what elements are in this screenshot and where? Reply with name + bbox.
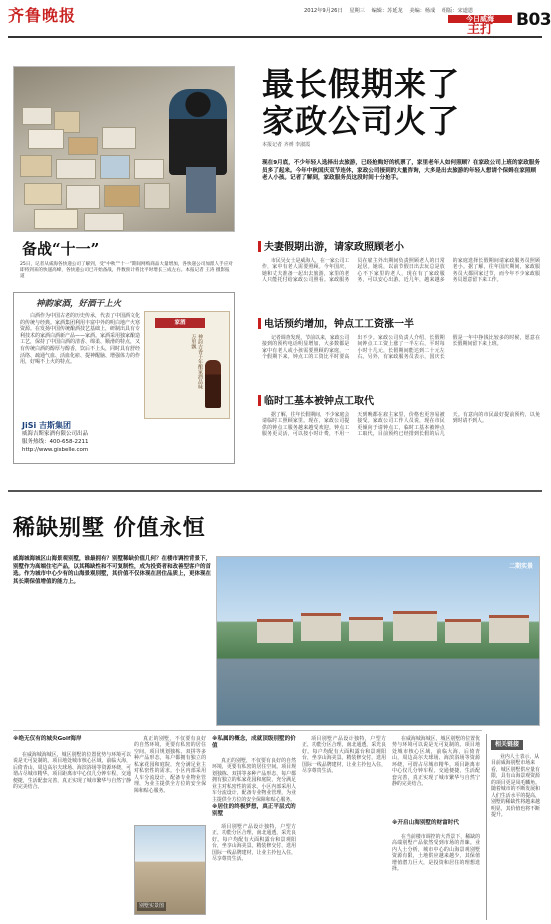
subhead-marker <box>258 318 261 329</box>
bottle-icon <box>205 360 221 408</box>
parcel-photo <box>13 66 235 232</box>
villa-photo <box>216 556 540 726</box>
masthead <box>8 2 551 37</box>
section-3-text: 据了解，往年长假期间，不少家庭会请临时工照顾家里。现在，家政公司提供的钟点工服务越来越受欢迎。钟点工服务更灵活，可以按小时计费，不用一天到晚都在雇主家里，价格也更容易被接受。家政公司工作人员说，现在市民更倾向于请钟点工，临时工基本被钟点工取代，目前预约已经排到长假的后几天。有意向的市民最好提前预约，以免到时请不到人。 <box>262 412 540 438</box>
design-credit: 美编：杨成 <box>409 8 436 14</box>
villa-text-d: 在当前楼市调控的大背景下，稀缺的高端别墅产品依然受到市场的青睐。业内人士分析，城市中心的山海景观别墅资源有限，土地供应越来越少，其保值增值潜力巨大，是投资和居住的理想选择。 <box>392 834 480 873</box>
headline-line-2: 家政公司火了 <box>262 101 461 140</box>
villa-rule <box>13 730 482 731</box>
villa-small-photo <box>134 825 206 915</box>
subhead-3: 临时工基本被钟点工取代 <box>264 396 374 407</box>
byline: 本报记者 齐赟 李淑霞 <box>262 142 311 148</box>
subhead-1: 夫妻假期出游，请家政照顾老小 <box>264 242 404 253</box>
dateline <box>304 8 478 15</box>
villa-text-b-cont: 真正的别墅，不仅要有良好的自然环境，更要有私密的居住空间。项目规划独栋、双拼等多种产品形态，每户都拥有独立的私家花园和庭院，充分满足业主对私密性的需求。小区内部采用人车分流设计，配备专业物业管理，为业主提供全方位的安全保障和贴心服务。 <box>134 736 206 794</box>
villa-photo-label: 二期实景 <box>508 563 533 570</box>
ad-company: 威海吉斯家酒有限公司出品 <box>22 431 89 437</box>
villa-subhead-a: ※绝无仅有的城央Golf海岸 <box>13 736 82 742</box>
subhead-2: 电话预约增加，钟点工工资涨一半 <box>264 319 414 330</box>
sidebar-title: 相关链接 <box>491 740 523 750</box>
issue-weekday: 星期三 <box>349 8 365 14</box>
small-photo-caption: 别墅实景图 <box>139 903 165 910</box>
villa-text-c: 项目别墅产品设计独特，户型方正，功能分区合理，南北通透，采光良好。每户均配有大面积露台和景观阳台，坐享山海美景。精装修交付，选用国际一线品牌建材，让业主拎包入住，尽享尊贵生活。 <box>212 824 296 863</box>
section-name: 今日威海 <box>448 15 512 23</box>
villa-lead: 威海城海城区山海景观别墅，谁最拥有？别墅稀缺价值几何？在楼市调控背景下，别墅作为高端住宅产品，以其稀缺性和不可复制性，成为投资者和改善型客户的首选。作为城市中心少有的山海景观别墅，其价值不仅体现在居住品质上，更体现在其长期保值增值的能力上。 <box>13 556 212 585</box>
villa-text-cont: 在威海城海城区，城区别墅的位置优势与环境可以说是无可复制的。项目地处城市核心区域，前临大海，后倚青山，周边高尔夫球场、海滨浴场等资源环绕，可谓占尽城市精华。项目距离市中心仅几分钟车程，交通便捷，生活配套完善，真正实现了城市繁华与自然宁静的完美结合。 <box>392 736 480 788</box>
ad-product-image <box>144 311 230 419</box>
liquor-advertisement <box>13 292 235 464</box>
main-headline <box>262 66 460 140</box>
villa-text-b: 真正的别墅，不仅要有良好的自然环境，更要有私密的居住空间。项目规划独栋、双拼等多种产品形态，每户都拥有独立的私家花园和庭院，充分满足业主对私密性的需求。小区内部采用人车分流设计，配备专业物业管理，为业主提供全方位的安全保障和贴心服务。 <box>212 758 296 803</box>
section-tag <box>448 15 512 35</box>
villa-text-a: 在威海城海城区，城区别墅的位置优势与环境可以说是无可复制的。项目地处城市核心区域，前临大海，后倚青山，周边高尔夫球场、海滨浴场等资源环绕，可谓占尽城市精华。项目距离市中心仅几分钟车程，交通便捷，生活配套完善，真正实现了城市繁华与自然宁静的完美结合。 <box>13 752 131 791</box>
page-number: B03 <box>516 10 551 30</box>
headline-line-1: 最长假期来了 <box>262 65 461 103</box>
section-divider <box>8 490 542 492</box>
section-subname: 主打 <box>466 22 493 37</box>
ad-seal: 家酒 <box>155 318 205 328</box>
masthead-rule <box>8 36 542 38</box>
issue-date: 2012年9月26日 <box>304 8 343 14</box>
subhead-marker <box>258 241 261 252</box>
photo-caption-text: 25日，记者从威海各快递公司了解到，受“中秋”“十一”期间网购商品大量增加，各快递公司加派人手应对即将到来的快递高峰，各快递公司已开始备战，件数预计将比平时增长三成左右。本报记者 王涛 摄影报道 <box>20 262 233 280</box>
ad-contact <box>22 431 88 455</box>
newspaper-logo: 齐鲁晚报 <box>8 6 77 25</box>
villa-subhead-c: ※居住的终极梦想，真正平层式的别墅 <box>212 804 296 818</box>
photo-caption-title: 备战“十一” <box>22 240 100 258</box>
villa-text-c-cont: 项目别墅产品设计独特，户型方正，功能分区合理，南北通透，采光良好。每户均配有大面积露台和景观阳台，坐享山海美景。精装修交付，选用国际一线品牌建材，让业主拎包入住，尽享尊贵生活。 <box>302 736 386 775</box>
ad-phone: 服务热线：400-658-2211 <box>22 438 89 445</box>
ad-website[interactable]: http://www.gisbelle.com <box>22 446 89 453</box>
section-1-text: 市民吴女士是威海人，在一家公司工作，家中有老人需要照顾。今年国庆，她和丈夫准备一起出去旅游，家里的老人只能托付给家政公司照看。家政服务员在雇主外出期间负责照顾老人的日常起居。她说，以前节假日出去玩总是放心不下家里的老人，现在有了家政服务，可以安心出游。近几年，越来越多的家庭选择长假期间请家政服务员照顾老小。据了解，往年国庆期间，家政服务员大都回家过节，而今年不少家政服务员愿意留下来工作。 <box>262 258 540 284</box>
ad-verse: 神韵古香千年酿家酒品味万里飘 <box>190 334 203 389</box>
ad-brand: JiSi 吉斯集团 <box>22 421 72 430</box>
ad-title: 神韵家酒，好酒干上火 <box>36 299 122 309</box>
subhead-marker <box>258 395 261 406</box>
villa-subhead-d: ※开启山海别墅的财富时代 <box>392 820 459 826</box>
villa-headline: 稀缺别墅 价值永恒 <box>13 516 206 541</box>
proof-credit: 组版：宋道恩 <box>441 8 474 14</box>
related-links-sidebar <box>486 734 542 920</box>
villa-subhead-b: ※私属的概念，成就顶级别墅的价值 <box>212 736 296 750</box>
editor-credit: 编辑：苏延龙 <box>371 8 403 14</box>
lead-paragraph: 现在9月底，不少年轻人选择出去旅游，已经抢购好的机票了，家里老年人如何照顾？在家政公司上班的家政服务员多了起来。今年中秋国庆双节连休，家政公司接到的大量咨询，大多是出去旅游的年轻人想请个保姆在家照顾老人小孩。记者了解到，家政服务员这段时间十分抢手。 <box>262 160 540 182</box>
ad-body: 白酒作为中国古老的历史传承，代表了中国酒文化的传统与经典。家酒集团利用丰富中外的明白地产火寒资源。在发扬中国传统酿酒技艺基础上，研制出具有专利技术的家酒白酒新产品——家酒。家酒采用独家酿造工艺，保持了中国白酒的清香、绵柔、顺滑的特点，又有传统白酒的醇厚与醇香，饮后不上头，同时具有舒经活络、疏通气血、活血化瘀、提神醒脑、增强体力的作用，好喝不上火的特点。 <box>20 313 141 366</box>
section-2-text: 记者调查发现，节前以来，家政公司接到的预约电话明显增加，大多数都是家中有老人或小孩需要照顾的家庭，一个假期下来，钟点工的工资比平时要高出不少。家政公司负责人介绍，长假期间钟点工工资上涨了一半左右，平时每小时十几元，长假期间能达到二十元左右。另外，有家政服务员表示，国庆长假是一年中挣钱比较多的时候，愿意在长假期间留下来上班。 <box>262 335 540 361</box>
sidebar-text: 业内人士表示，从目前威海别墅市场来看，城区别墅供应量有限，具有山海景观资源的项目更是凤毛麟角。随着城市的不断发展和人们生活水平的提高，别墅的稀缺性将越来越明显，其价值也将不断提升。 <box>491 754 540 819</box>
